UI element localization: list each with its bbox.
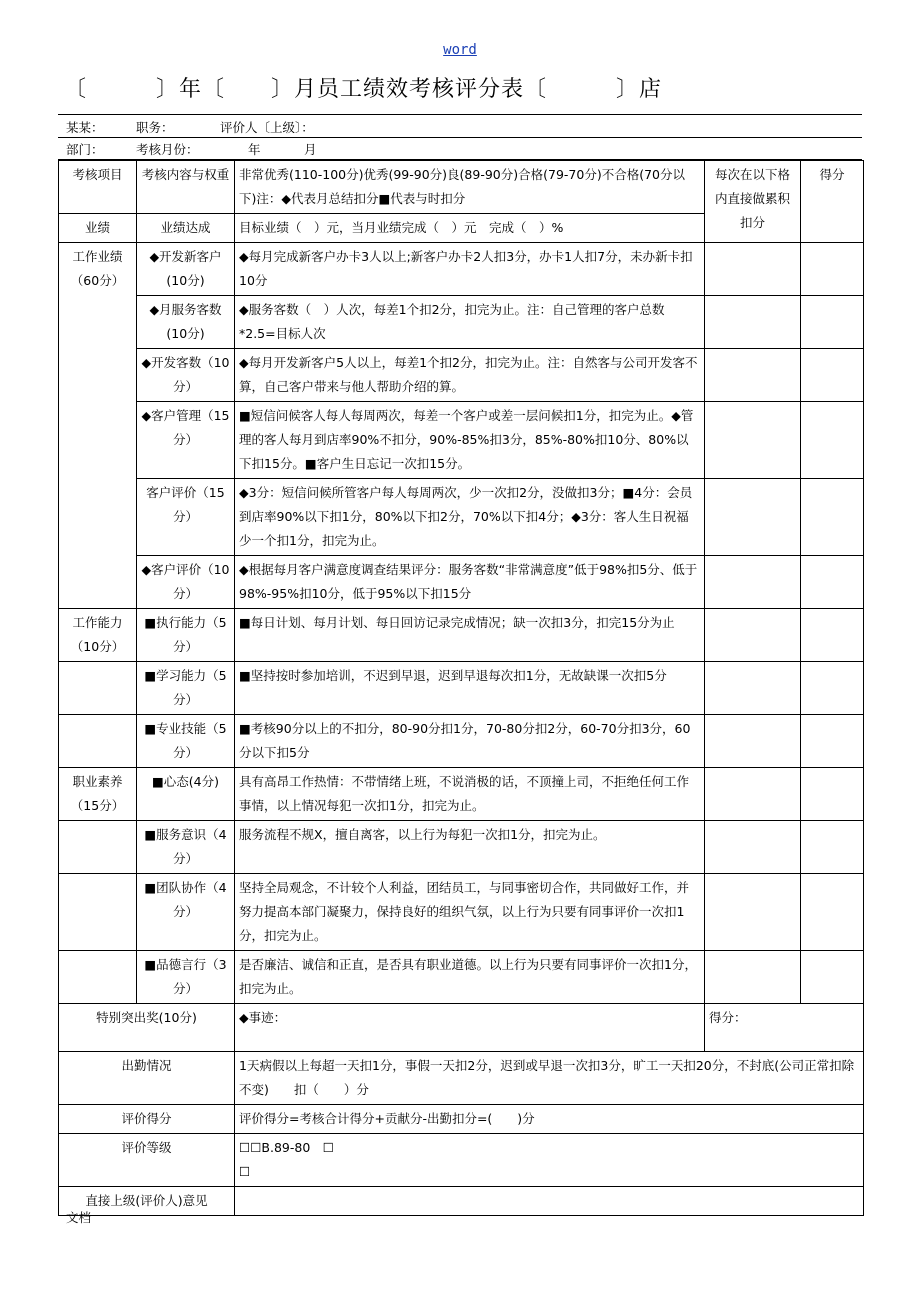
category-professionalism: 职业素养（15分） (59, 768, 137, 821)
category-work-performance: 工作业绩（60分） (59, 243, 137, 609)
row-text: ■考核90分以上的不扣分，80-90分扣1分，70-80分扣2分，60-70分扣3分，60分以下扣5分 (235, 715, 705, 768)
row-content: ■服务意识（4分） (137, 821, 235, 874)
deduct-cell[interactable] (705, 402, 801, 479)
row-content: ◆客户管理（15分） (137, 402, 235, 479)
deduct-cell[interactable] (705, 349, 801, 402)
deduct-cell[interactable] (705, 768, 801, 821)
eval-grade-label: 评价等级 (59, 1134, 235, 1187)
special-award-text[interactable]: ◆事迹： (235, 1004, 705, 1052)
attendance-label: 出勤情况 (59, 1052, 235, 1105)
supervisor-row (59, 1187, 864, 1216)
special-award-score[interactable]: 得分： (705, 1004, 864, 1052)
row-text: ■短信问候客人每人每周两次，每差一个客户或差一层问候扣1分，扣完为止。◆管理的客人每月到店率90%不扣分，90%-85%扣3分，85%-80%扣10分、80%以下扣15分。■客户生日忘记一次扣15分。 (235, 402, 705, 479)
row-content: ◆开发新客户(10分) (137, 243, 235, 296)
row-text: ◆每月完成新客户办卡3人以上;新客户办卡2人扣3分，办卡1人扣7分，未办新卡扣10分 (235, 243, 705, 296)
eval-grade-line-1[interactable]: ☐☐B.89-80 ☐ (239, 1140, 334, 1155)
deduct-cell[interactable] (705, 296, 801, 349)
supervisor-label: 直接上级(评价人)意见 (59, 1187, 235, 1216)
eval-score-text: 评价得分=考核合计得分+贡献分-出勤扣分=( )分 (235, 1105, 864, 1134)
score-cell[interactable] (801, 874, 864, 951)
eval-grade-line-2[interactable]: ☐ (239, 1164, 251, 1179)
table-row (59, 821, 864, 874)
table-row (59, 768, 864, 821)
perf-content: 业绩达成 (137, 214, 235, 243)
deduct-cell[interactable] (705, 479, 801, 556)
row-text: ◆服务客数（ ）人次，每差1个扣2分，扣完为止。注：自己管理的客户总数*2.5=目标人次 (235, 296, 705, 349)
score-cell[interactable] (801, 402, 864, 479)
special-award-label: 特别突出奖(10分) (59, 1004, 235, 1052)
table-row (59, 243, 864, 296)
attendance-text: 1天病假以上每超一天扣1分，事假一天扣2分，迟到或早退一次扣3分，旷工一天扣20分，不封底(公司正常扣除不变) 扣（ ）分 (235, 1052, 864, 1105)
perf-item: 业绩 (59, 214, 137, 243)
row-content: ■心态(4分) (137, 768, 235, 821)
score-cell[interactable] (801, 662, 864, 715)
row-content: ■专业技能（5分） (137, 715, 235, 768)
empty-category-cell (59, 821, 137, 874)
eval-score-row (59, 1105, 864, 1134)
supervisor-opinion[interactable] (235, 1187, 864, 1216)
table-row (59, 296, 864, 349)
empty-category-cell (59, 662, 137, 715)
month-label: 考核月份： (136, 142, 199, 157)
empty-category-cell (59, 874, 137, 951)
row-content: ◆客户评价（10分） (137, 556, 235, 609)
row-text: 具有高昂工作热情：不带情绪上班，不说消极的话，不顶撞上司，不拒绝任何工作事情，以上情况每犯一次扣1分，扣完为止。 (235, 768, 705, 821)
evaluation-table (58, 160, 864, 1216)
score-cell[interactable] (801, 349, 864, 402)
info-row-2 (58, 137, 862, 160)
row-content: ■学习能力（5分） (137, 662, 235, 715)
deduct-cell[interactable] (705, 243, 801, 296)
perf-text: 目标业绩（ ）元，当月业绩完成（ ）元 完成（ ）% (235, 214, 705, 243)
row-text: 是否廉洁、诚信和正直，是否具有职业道德。以上行为只要有同事评价一次扣1分，扣完为止。 (235, 951, 705, 1004)
score-cell[interactable] (801, 556, 864, 609)
table-row (59, 715, 864, 768)
row-text: ◆每月开发新客户5人以上，每差1个扣2分，扣完为止。注：自然客与公司开发客不算，自己客户带来与他人帮助介绍的算。 (235, 349, 705, 402)
empty-category-cell (59, 715, 137, 768)
row-text: ◆3分：短信问候所管客户每人每周两次，少一次扣2分，没做扣3分；■4分：会员到店率90%以下扣1分，80%以下扣2分，70%以下扣4分；◆3分：客人生日祝福少一个扣1分，扣完为止。 (235, 479, 705, 556)
score-cell[interactable] (801, 296, 864, 349)
table-row (59, 349, 864, 402)
table-row (59, 402, 864, 479)
table-row (59, 951, 864, 1004)
head-content: 考核内容与权重 (137, 161, 235, 214)
score-cell[interactable] (801, 479, 864, 556)
deduct-cell[interactable] (705, 874, 801, 951)
head-deduct: 每次在以下格内直接做累积扣分 (705, 161, 801, 243)
table-row (59, 662, 864, 715)
word-header-link[interactable]: word (443, 42, 477, 58)
score-cell[interactable] (801, 951, 864, 1004)
page-title: 〔 〕年〔 〕月员工绩效考核评分表〔 〕店 (64, 77, 663, 102)
position-label: 职务： (136, 120, 174, 135)
score-cell[interactable] (801, 609, 864, 662)
table-head-row (59, 161, 864, 214)
eval-score-label: 评价得分 (59, 1105, 235, 1134)
deduct-cell[interactable] (705, 951, 801, 1004)
score-cell[interactable] (801, 243, 864, 296)
category-work-ability: 工作能力（10分） (59, 609, 137, 662)
row-content: ■品德言行（3分） (137, 951, 235, 1004)
head-score: 得分 (801, 161, 864, 243)
head-grades: 非常优秀(110-100分)优秀(99-90分)良(89-90分)合格(79-70分)不合格(70分以下)注：◆代表月总结扣分■代表与时扣分 (235, 161, 705, 214)
year-unit: 年 (248, 142, 261, 157)
table-row (59, 874, 864, 951)
eval-grade-options[interactable] (235, 1134, 864, 1187)
row-text: ◆根据每月客户满意度调查结果评分：服务客数“非常满意度”低于98%扣5分、低于98%-95%扣10分，低于95%以下扣15分 (235, 556, 705, 609)
row-text: 坚持全局观念，不计较个人利益，团结员工，与同事密切合作，共同做好工作，并努力提高本部门凝聚力，保持良好的组织气氛，以上行为只要有同事评价一次扣1分，扣完为止。 (235, 874, 705, 951)
deduct-cell[interactable] (705, 556, 801, 609)
special-award-row (59, 1004, 864, 1052)
deduct-cell[interactable] (705, 715, 801, 768)
empty-category-cell (59, 951, 137, 1004)
table-row (59, 479, 864, 556)
eval-grade-row (59, 1134, 864, 1187)
month-unit: 月 (304, 142, 317, 157)
deduct-cell[interactable] (705, 821, 801, 874)
dept-label: 部门： (66, 142, 104, 157)
score-cell[interactable] (801, 821, 864, 874)
footer-text: 文档 (66, 1210, 92, 1225)
row-content: 客户评价（15分） (137, 479, 235, 556)
score-cell[interactable] (801, 715, 864, 768)
row-text: ■坚持按时参加培训，不迟到早退，迟到早退每次扣1分，无故缺课一次扣5分 (235, 662, 705, 715)
attendance-row (59, 1052, 864, 1105)
row-content: ■执行能力（5分） (137, 609, 235, 662)
table-row (59, 556, 864, 609)
evaluator-label: 评价人〔上级〕： (220, 120, 314, 135)
row-text: 服务流程不规X，擅自离客，以上行为每犯一次扣1分，扣完为止。 (235, 821, 705, 874)
row-content: ◆月服务客数(10分) (137, 296, 235, 349)
row-content: ◆开发客数（10分） (137, 349, 235, 402)
row-text: ■每日计划、每月计划、每日回访记录完成情况；缺一次扣3分，扣完15分为止 (235, 609, 705, 662)
deduct-cell[interactable] (705, 662, 801, 715)
deduct-cell[interactable] (705, 609, 801, 662)
name-label: 某某： (66, 120, 104, 135)
info-row-1 (58, 114, 862, 138)
row-content: ■团队协作（4分） (137, 874, 235, 951)
table-row (59, 609, 864, 662)
score-cell[interactable] (801, 768, 864, 821)
head-item: 考核项目 (59, 161, 137, 214)
